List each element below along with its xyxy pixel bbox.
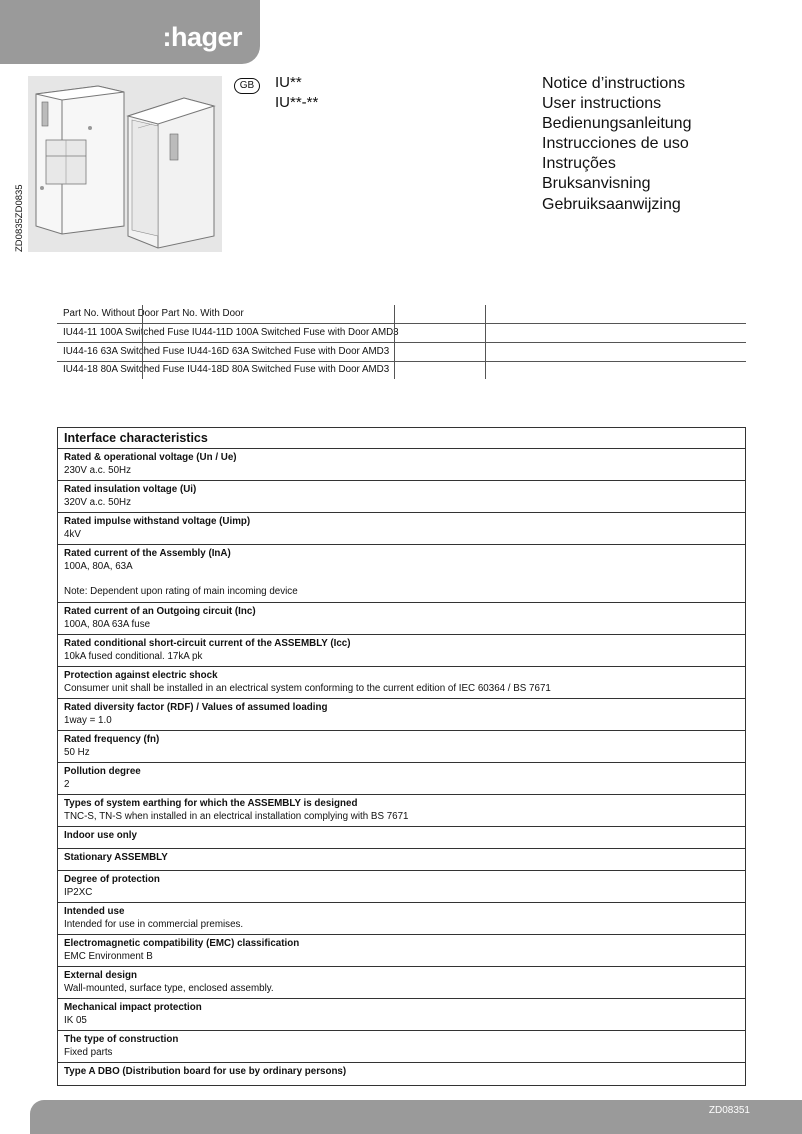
- spec-row: Rated diversity factor (RDF) / Values of assumed loading 1way = 1.0: [58, 699, 745, 731]
- spec-row: Type A DBO (Distribution board for use by ordinary persons): [64, 1066, 347, 1077]
- spec-row: Indoor use only: [58, 827, 745, 849]
- part-numbers-table: [57, 305, 746, 379]
- title-pt: Instruções: [542, 155, 616, 173]
- title-de: Bedienungsanleitung: [542, 115, 692, 133]
- spec-row: Mechanical impact protection IK 05: [58, 999, 745, 1031]
- brand-header: [0, 0, 260, 64]
- page-footer-bar: [30, 1100, 802, 1134]
- spec-row: Rated insulation voltage (Ui) 320V a.c. 50Hz: [58, 481, 745, 513]
- spec-row: Electromagnetic compatibility (EMC) classification EMC Environment B: [58, 935, 745, 967]
- model-code-1: IU**: [275, 74, 302, 91]
- title-es: Instrucciones de uso: [542, 135, 689, 153]
- parts-row: IU44-18 80A Switched Fuse IU44-18D 80A Switched Fuse with Door AMD3: [63, 364, 390, 375]
- spec-row: Rated current of an Outgoing circuit (Inc) 100A, 80A 63A fuse: [58, 603, 745, 635]
- spec-row: Degree of protection IP2XC: [58, 871, 745, 903]
- consumer-unit-drawing: [28, 76, 222, 252]
- instruction-titles: [542, 74, 691, 215]
- language-badge: GB: [234, 78, 260, 94]
- spec-row: Pollution degree 2: [58, 763, 745, 795]
- spec-row: External design Wall-mounted, surface type, enclosed assembly.: [58, 967, 745, 999]
- spec-row: Rated current of the Assembly (InA) 100A, 80A, 63A Note: Dependent upon rating of main incoming device: [58, 545, 745, 603]
- title-fr: Notice d’instructions: [542, 75, 686, 92]
- spec-row: Rated impulse withstand voltage (Uimp) 4kV: [58, 513, 745, 545]
- model-code-2: IU**-**: [275, 94, 319, 111]
- title-sv: Bruksanvisning: [542, 175, 651, 193]
- spec-title: Interface characteristics: [58, 428, 745, 449]
- document-code: ZD08351: [708, 1105, 750, 1116]
- spec-row: Types of system earthing for which the ASSEMBLY is designed TNC-S, TN-S when installed in an electrical installation complying with BS 7671: [58, 795, 745, 827]
- spec-row: Rated frequency (fn) 50 Hz: [58, 731, 745, 763]
- hager-logo: :hager: [162, 22, 242, 52]
- title-nl: Gebruiksaanwijzing: [542, 195, 681, 213]
- spec-row: Stationary ASSEMBLY: [58, 849, 745, 871]
- parts-row: IU44-16 63A Switched Fuse IU44-16D 63A Switched Fuse with Door AMD3: [63, 346, 390, 357]
- parts-header: Part No. Without Door Part No. With Door: [63, 308, 244, 319]
- title-en: User instructions: [542, 95, 662, 113]
- parts-row: IU44-11 100A Switched Fuse IU44-11D 100A Switched Fuse with Door AMD3: [63, 327, 399, 338]
- spec-row: Protection against electric shock Consumer unit shall be installed in an electrical system conforming to the current edition of IEC 60364 / BS 7671: [58, 667, 745, 699]
- spec-row: The type of construction Fixed parts: [58, 1031, 745, 1063]
- image-reference-code: ZD0835ZD0835: [14, 184, 25, 252]
- spec-row: Rated & operational voltage (Un / Ue) 230V a.c. 50Hz: [58, 449, 745, 481]
- spec-row: Rated conditional short-circuit current of the ASSEMBLY (Icc) 10kA fused conditional. 17kA pk: [58, 635, 745, 667]
- product-illustration: [28, 76, 222, 252]
- spec-row: Intended use Intended for use in commercial premises.: [58, 903, 745, 935]
- interface-characteristics-table: [57, 427, 746, 1086]
